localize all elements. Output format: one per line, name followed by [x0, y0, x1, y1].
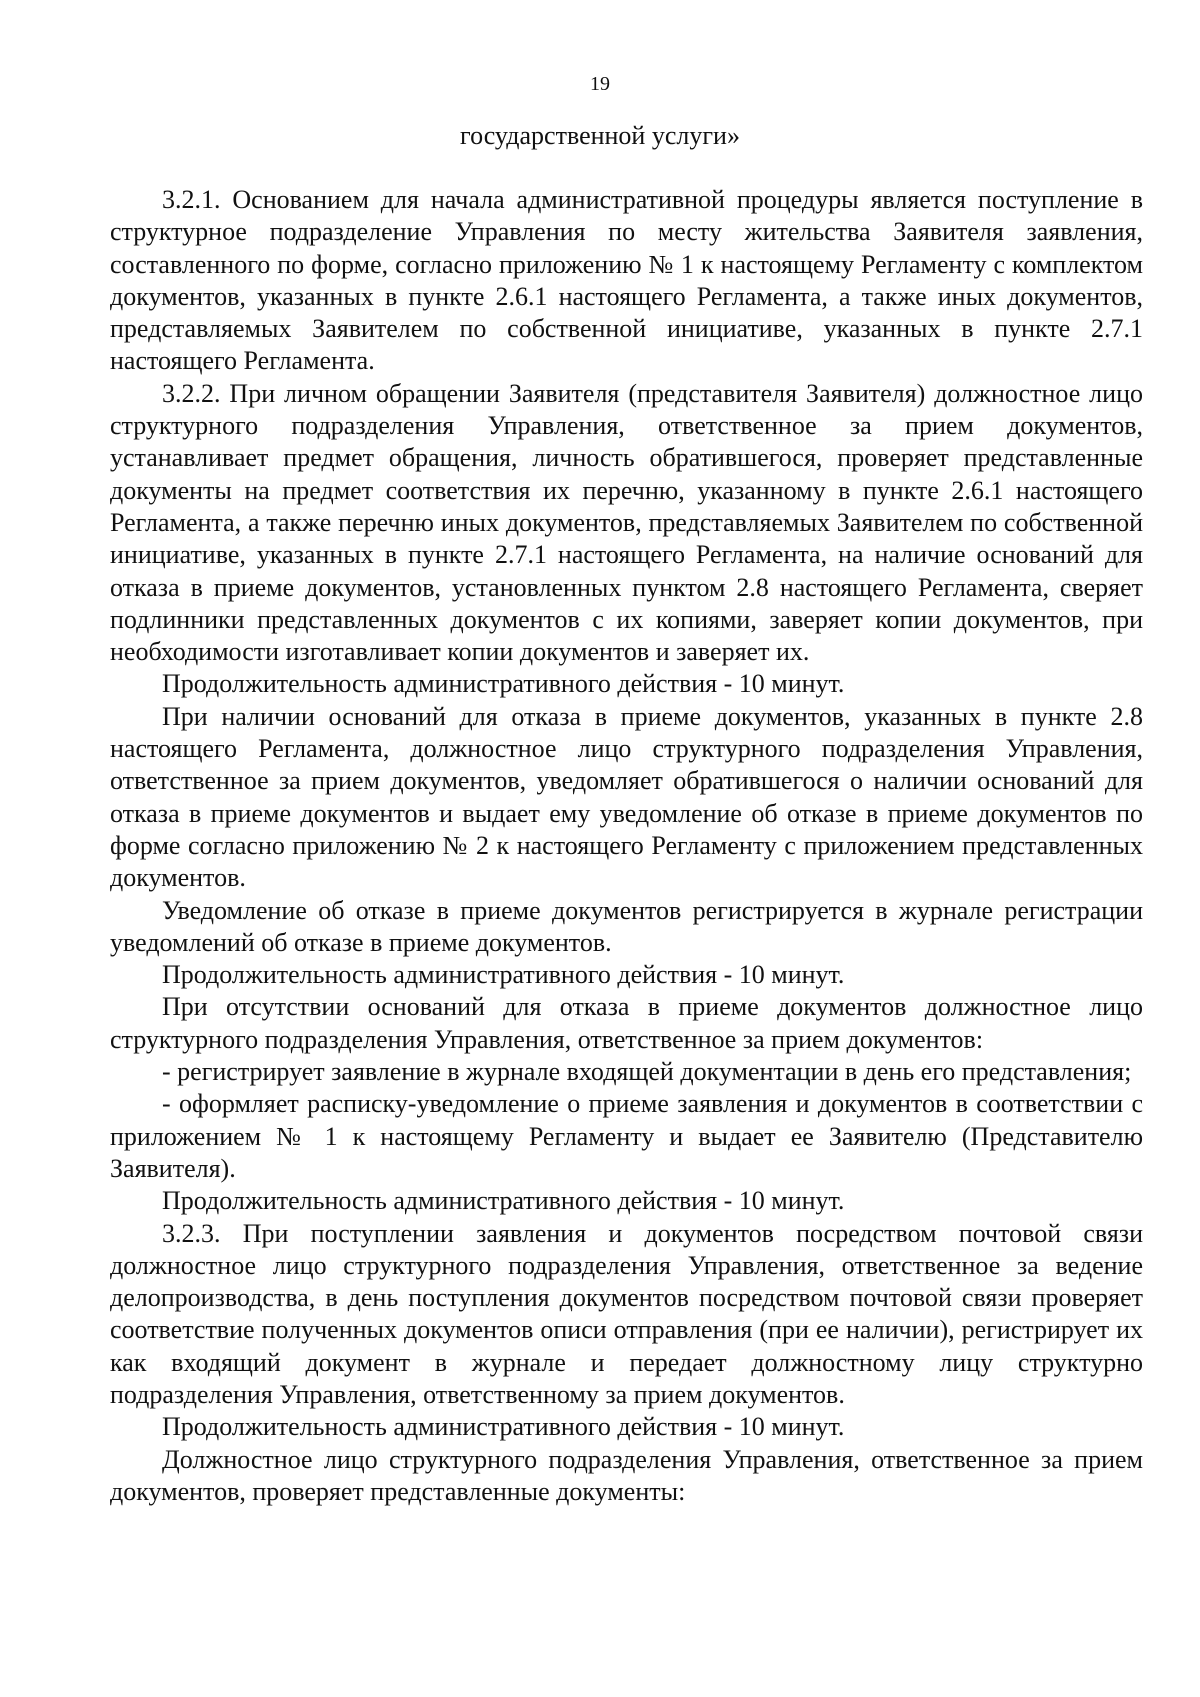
- paragraph-duration: Продолжительность административного действия - 10 минут.: [162, 1186, 845, 1216]
- page-number: 19: [590, 73, 610, 95]
- paragraph-3-2-3: 3.2.3. При поступлении заявления и документов посредством почтовой связи должностное лицо структурного подразделения Управления, ответственное за ведение делопроизводства, в день поступления документов посредством почтовой связи проверяет соответствие полученных документов описи отправления (при ее наличии), регистрирует их как входящий документ в журнале и передает должностному лицу структурно подразделения Управления, ответственному за прием документов.: [110, 1218, 1143, 1409]
- heading-continuation: государственной услуги»: [460, 121, 740, 150]
- paragraph-duration: Продолжительность административного действия - 10 минут.: [162, 960, 845, 990]
- paragraph-refusal-registration: Уведомление об отказе в приеме документов регистрируется в журнале регистрации уведомлений об отказе в приеме документов.: [110, 895, 1143, 957]
- paragraph-no-refusal-grounds: При отсутствии оснований для отказа в приеме документов должностное лицо структурного подразделения Управления, ответственное за прием документов:: [110, 992, 1143, 1054]
- paragraph-3-2-1: 3.2.1. Основанием для начала административной процедуры является поступление в структурное подразделение Управления по месту жительства Заявителя заявления, составленного по форме, согласно приложению № 1 к настоящему Регламенту с комплектом документов, указанных в пункте 2.6.1 настоящего Регламента, а также иных документов, представляемых Заявителем по собственной инициативе, указанных в пункте 2.7.1 настоящего Регламента.: [110, 185, 1143, 376]
- paragraph-3-2-2: 3.2.2. При личном обращении Заявителя (представителя Заявителя) должностное лицо структурного подразделения Управления, ответственное за прием документов, устанавливает предмет обращения, личность обратившегося, проверяет представленные документы на предмет соответствия их перечню, указанному в пункте 2.6.1 настоящего Регламента, а также перечню иных документов, представляемых Заявителем по собственной инициативе, указанных в пункте 2.7.1 настоящего Регламента, на наличие оснований для отказа в приеме документов, установленных пунктом 2.8 настоящего Регламента, сверяет подлинники представленных документов с их копиями, заверяет копии документов, при необходимости изготавливает копии документов и заверяет их.: [110, 378, 1143, 667]
- paragraph-duration: Продолжительность административного действия - 10 минут.: [162, 1412, 845, 1442]
- body-text: [110, 184, 1143, 1508]
- list-item-receipt: - оформляет расписку-уведомление о приеме заявления и документов в соответствии с приложением № 1 к настоящему Регламенту и выдает ее Заявителю (Представителю Заявителя).: [110, 1089, 1143, 1183]
- paragraph-official-checks: Должностное лицо структурного подразделения Управления, ответственное за прием документов, проверяет представленные документы:: [110, 1444, 1143, 1506]
- paragraph-duration: Продолжительность административного действия - 10 минут.: [162, 669, 845, 699]
- paragraph-refusal-grounds: При наличии оснований для отказа в приеме документов, указанных в пункте 2.8 настоящего Регламента, должностное лицо структурного подразделения Управления, ответственное за прием документов, уведомляет обратившегося о наличии оснований для отказа в приеме документов и выдает ему уведомление об отказе в приеме документов по форме согласно приложению № 2 к настоящего Регламенту с приложением представленных документов.: [110, 701, 1143, 893]
- list-item-register: - регистрирует заявление в журнале входящей документации в день его представления;: [162, 1057, 1132, 1087]
